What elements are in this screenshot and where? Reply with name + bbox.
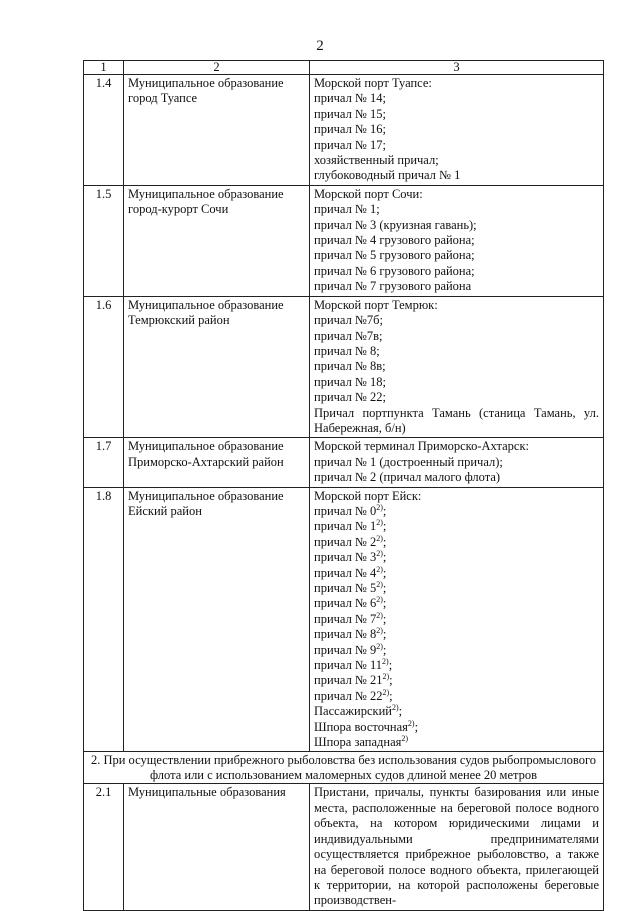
berth-line [314, 504, 599, 519]
berth-line: Морской порт Туапсе: [314, 76, 432, 90]
berth-line: причал № 18; [314, 374, 386, 389]
header-col-1: 1 [84, 61, 124, 75]
footnote-mark: 2) [376, 595, 383, 605]
footnote-mark: 2) [382, 656, 389, 666]
row-number: 1.5 [84, 185, 124, 296]
footnote-mark: 2) [376, 502, 383, 512]
berth-line: причал № 22; [314, 390, 386, 405]
berth-name: причал № 11 [314, 658, 383, 673]
footnote-mark: 2) [376, 533, 383, 543]
berth-line: хозяйственный причал; [314, 153, 439, 168]
berth-line [314, 704, 599, 719]
berth-line: причал № 2 (причал малого флота) [314, 470, 501, 485]
municipality-cell: Муниципальное образование город Туапсе [124, 75, 310, 186]
footnote-mark: 2) [376, 549, 383, 559]
berth-line: причал № 6 грузового района; [314, 263, 475, 278]
berth-line: причал № 15; [314, 106, 386, 121]
berth-line: причал № 4 грузового района; [314, 233, 475, 248]
line-punctuation: ; [382, 534, 387, 549]
table-header-row [84, 61, 604, 75]
table-row [84, 185, 604, 296]
header-col-2: 2 [124, 61, 310, 75]
berth-name: причал № 5 [314, 581, 377, 595]
berth-line: Морской порт Ейск: [314, 488, 422, 503]
berth-line [314, 550, 599, 565]
berth-name: причал № 0 [314, 503, 377, 518]
line-punctuation: ; [414, 719, 419, 734]
berths-cell [310, 75, 604, 186]
berth-line: причал № 1; [314, 202, 380, 217]
ports-table [83, 60, 604, 911]
berth-line: Морской порт Темрюк: [314, 297, 438, 312]
berth-name: причал № 3 [314, 550, 377, 565]
line-punctuation: ; [389, 688, 393, 703]
berths-cell [310, 487, 604, 752]
footnote-mark: 2) [376, 626, 383, 636]
berth-line: причал № 7 грузового района [314, 279, 472, 294]
page-number: 2 [316, 38, 324, 54]
line-punctuation: ; [382, 550, 387, 565]
berth-line [314, 689, 599, 704]
berth-line [314, 596, 599, 611]
berth-line: причал № 14; [314, 91, 386, 106]
berth-line [314, 658, 599, 673]
line-punctuation: ; [382, 627, 387, 642]
berths-cell [310, 296, 604, 438]
berth-name: причал № 2 [314, 534, 377, 549]
line-punctuation: ; [382, 581, 387, 595]
municipality-cell: Муниципальное образование Темрюкский район [124, 296, 310, 438]
footnote-mark: 2) [391, 703, 399, 713]
berth-line [314, 566, 599, 581]
municipality-cell: Муниципальное образование Приморско-Ахтарский район [124, 438, 310, 487]
section-heading: 2. При осуществлении прибрежного рыболовства без использования судов рыбопромыслового флота или с использованием маломерных судов длиной менее 20 метров [84, 752, 604, 784]
berth-line: глубоководный причал № 1 [314, 168, 461, 183]
berth-name: причал № 8 [314, 627, 377, 642]
berth-name: Пассажирский [314, 704, 392, 719]
footnote-mark: 2) [401, 733, 409, 743]
municipality-cell: Муниципальное образование город-курорт Сочи [124, 185, 310, 296]
berth-name: причал № 22 [314, 688, 383, 703]
footnote-mark: 2) [376, 579, 383, 589]
row-number: 1.7 [84, 438, 124, 487]
line-punctuation: ; [382, 519, 387, 534]
line-punctuation: ; [382, 565, 387, 580]
footnote-mark: 2) [382, 672, 390, 682]
berth-line: причал № 16; [314, 122, 386, 137]
table-row [84, 296, 604, 438]
row-number: 2.1 [84, 784, 124, 910]
header-col-3: 3 [310, 61, 604, 75]
footnote-mark: 2) [376, 518, 383, 528]
footnote-mark: 2) [407, 718, 415, 728]
berth-name: причал № 1 [314, 519, 377, 534]
berth-name: Шпора восточная [314, 719, 408, 734]
footnote-mark: 2) [376, 564, 383, 574]
line-punctuation: ; [382, 642, 387, 657]
berth-line: причал № 17; [314, 137, 386, 152]
footnote-mark: 2) [376, 610, 383, 620]
row-number: 1.4 [84, 75, 124, 186]
berth-line: Причал портпункта Тамань (станица Тамань, ул. Набережная, б/н) [314, 405, 599, 435]
berth-line: причал №7в; [314, 328, 383, 343]
berths-cell [310, 438, 604, 487]
footnote-mark: 2) [376, 641, 383, 651]
berth-name: причал № 6 [314, 596, 377, 611]
berth-name: причал № 4 [314, 565, 377, 580]
berth-line: причал №7б; [314, 313, 383, 328]
berth-name: причал № 9 [314, 642, 377, 657]
berth-line [314, 612, 599, 627]
berth-line [314, 643, 599, 658]
municipality-cell: Муниципальные образования [124, 784, 310, 910]
section-row [84, 752, 604, 784]
berth-line: причал № 8в; [314, 359, 386, 374]
berth-line [314, 673, 599, 688]
berth-line [314, 627, 599, 642]
line-punctuation: ; [382, 611, 387, 626]
line-punctuation: ; [388, 658, 393, 673]
table-row [84, 487, 604, 752]
berth-line [314, 581, 599, 596]
berth-line [314, 735, 599, 750]
berth-line: причал № 8; [314, 343, 380, 358]
berth-line [314, 519, 599, 534]
berth-line: Морской терминал Приморско-Ахтарск: [314, 439, 529, 454]
berths-cell [310, 185, 604, 296]
berth-name: Шпора западная [314, 735, 402, 750]
municipality-cell: Муниципальное образование Ейский район [124, 487, 310, 752]
footnote-mark: 2) [382, 687, 390, 697]
line-punctuation: ; [382, 596, 387, 611]
description-cell: Пристани, причалы, пункты базирования или иные места, расположенные на береговой полосе водного объекта, на котором юридическими лицами и индивидуальными предпринимателями осуществляется прибрежное рыболовство, а также на береговой полосе водного объекта, прилегающей к территории, на которой расположены береговые производствен- [310, 784, 604, 910]
row-number: 1.8 [84, 487, 124, 752]
table-row [84, 438, 604, 487]
berth-line: причал № 1 (достроенный причал); [314, 454, 503, 469]
table-row [84, 75, 604, 186]
berth-line [314, 535, 599, 550]
berth-name: причал № 7 [314, 611, 377, 626]
line-punctuation: ; [389, 673, 393, 688]
line-punctuation: ; [398, 704, 403, 719]
row-number: 1.6 [84, 296, 124, 438]
berth-line: причал № 3 (круизная гавань); [314, 217, 477, 232]
berth-line [314, 720, 599, 735]
line-punctuation: ; [382, 503, 387, 518]
berth-line: причал № 5 грузового района; [314, 248, 475, 263]
berth-name: причал № 21 [314, 673, 383, 688]
berth-line: Морской порт Сочи: [314, 186, 423, 201]
table-row [84, 784, 604, 910]
